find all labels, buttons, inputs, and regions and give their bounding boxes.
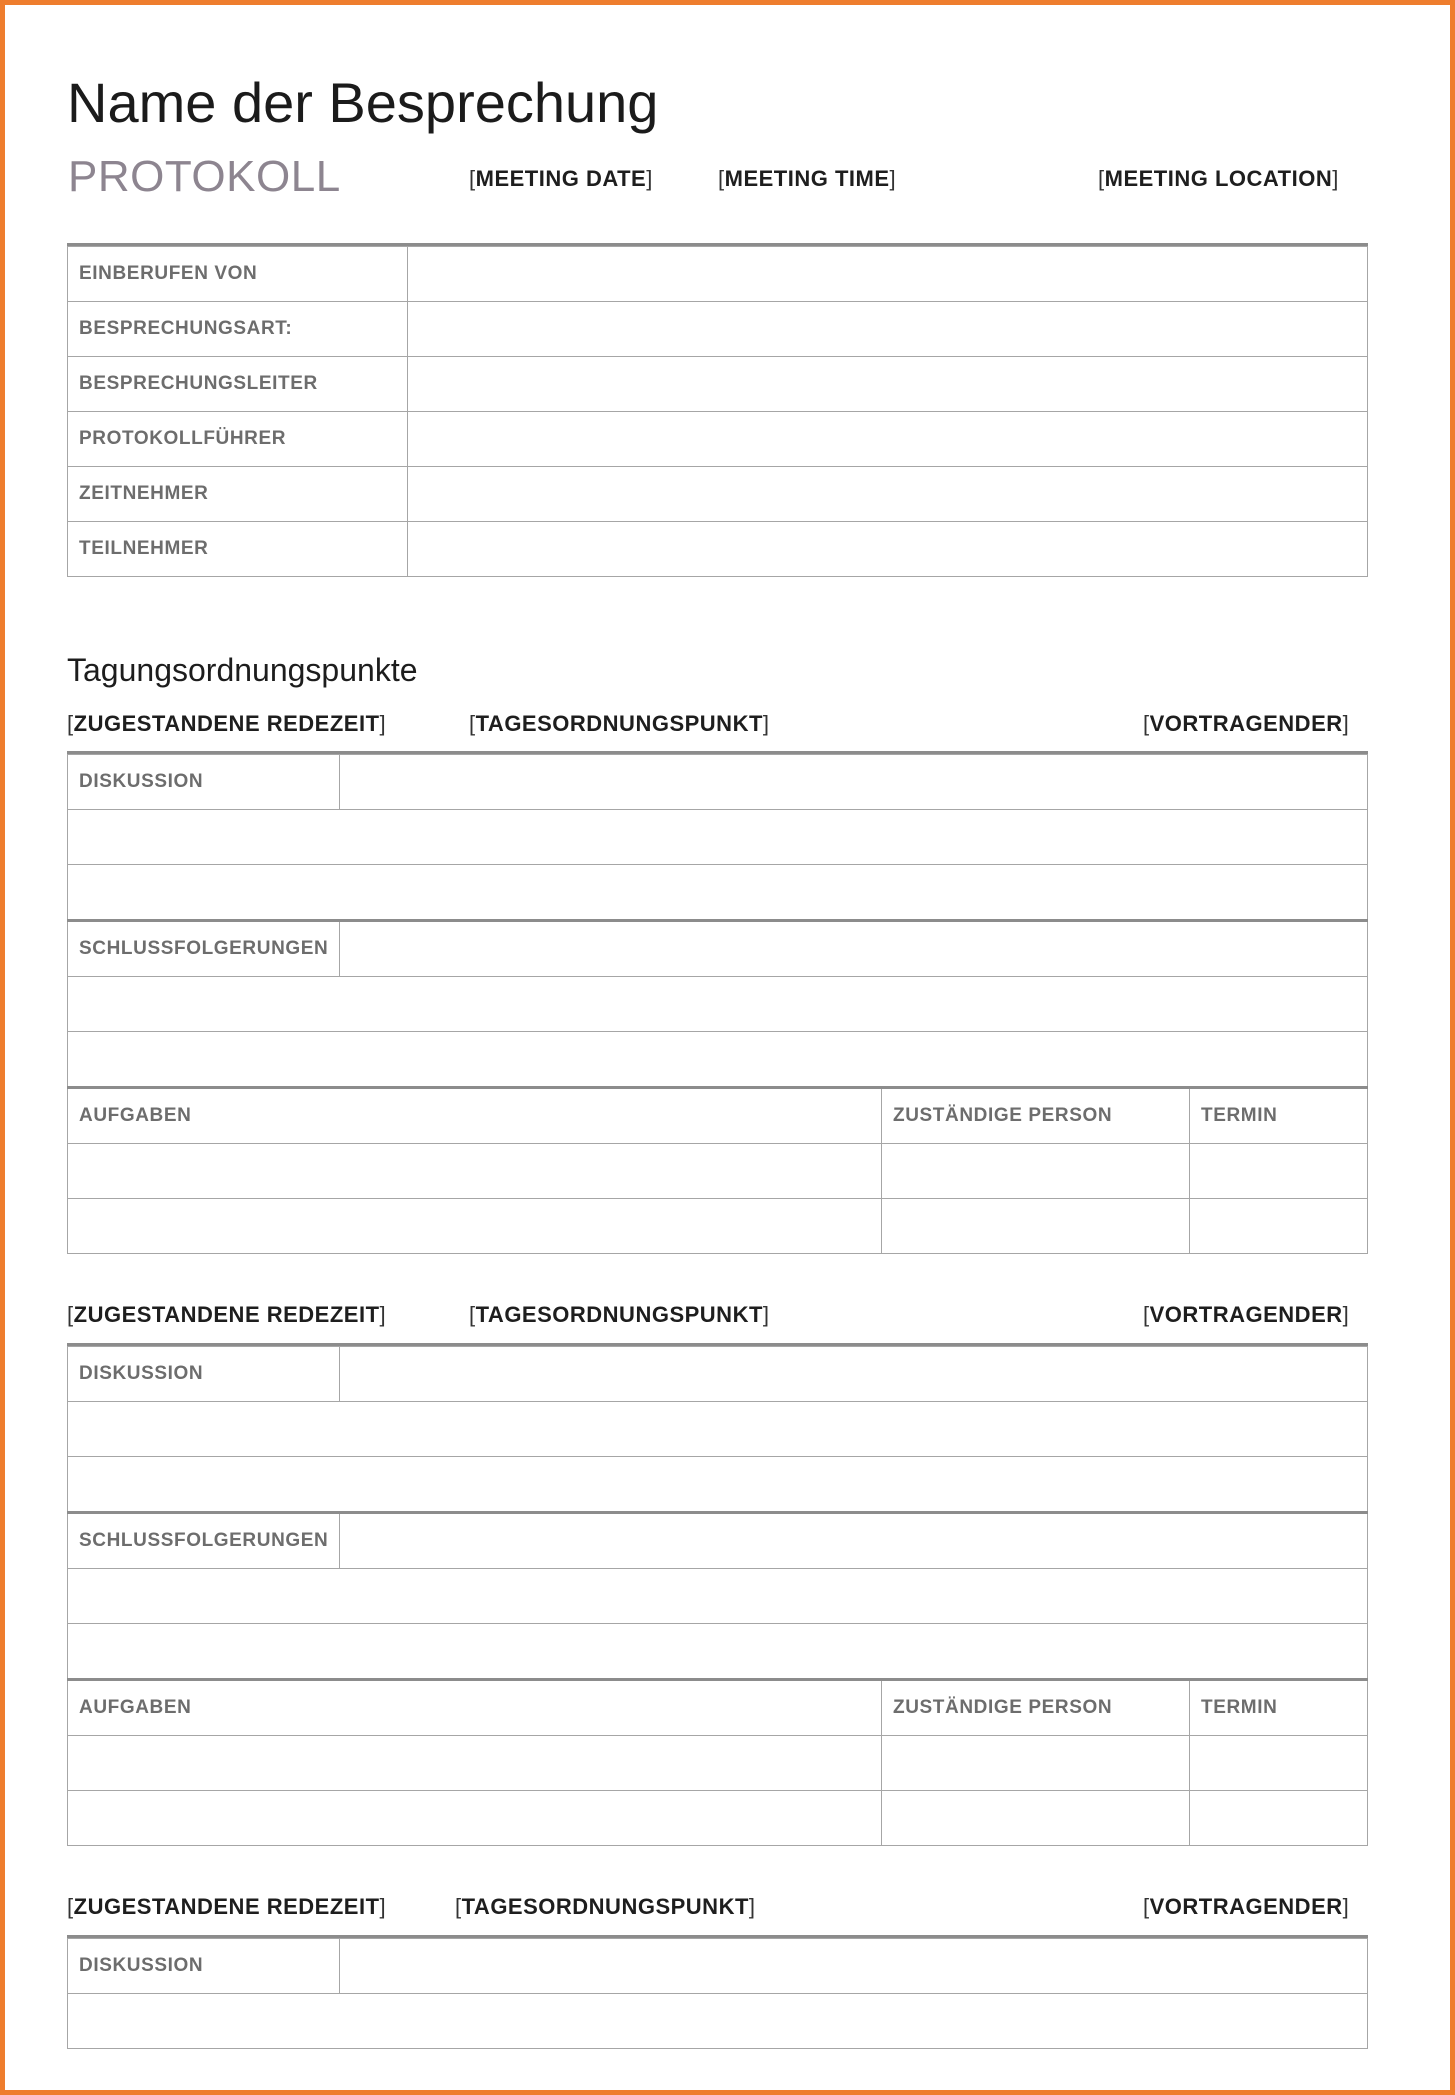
item1-discussion-table	[67, 751, 1368, 1254]
discussion-cell[interactable]	[68, 1994, 1368, 2049]
item1-time-text: ZUGESTANDENE REDEZEIT	[73, 711, 380, 736]
task-cell[interactable]	[68, 1736, 882, 1791]
conclusions-label: SCHLUSSFOLGERUNGEN	[68, 1513, 340, 1569]
discussion-label: DISKUSSION	[68, 755, 340, 810]
task-row	[68, 1791, 1368, 1846]
deadline-cell[interactable]	[1190, 1144, 1368, 1199]
meeting-time-text: MEETING TIME	[724, 166, 890, 191]
item1-topic-text: TAGESORDNUNGSPUNKT	[475, 711, 763, 736]
item1-time-field[interactable]: [ZUGESTANDENE REDEZEIT]	[67, 711, 387, 736]
conclusions-cell[interactable]	[340, 921, 1368, 977]
info-label: PROTOKOLLFÜHRER	[68, 412, 408, 467]
discussion-cell[interactable]	[68, 1457, 1368, 1513]
info-value-cell[interactable]	[408, 247, 1368, 302]
deadline-label: TERMIN	[1190, 1680, 1368, 1736]
conclusions-row	[68, 977, 1368, 1032]
discussion-row	[68, 1457, 1368, 1513]
info-label: TEILNEHMER	[68, 522, 408, 577]
tasks-header-row	[68, 1088, 1368, 1144]
task-cell[interactable]	[68, 1791, 882, 1846]
person-label: ZUSTÄNDIGE PERSON	[882, 1088, 1190, 1144]
item1-presenter-field[interactable]: [VORTRAGENDER]	[1143, 711, 1350, 736]
info-row	[68, 412, 1368, 467]
agenda-heading: Tagungsordnungspunkte	[67, 652, 418, 688]
deadline-label: TERMIN	[1190, 1088, 1368, 1144]
info-row	[68, 357, 1368, 412]
item3-topic-text: TAGESORDNUNGSPUNKT	[461, 1894, 749, 1919]
info-row	[68, 302, 1368, 357]
meeting-location-field[interactable]: [MEETING LOCATION]	[1098, 166, 1339, 191]
meeting-info-table	[67, 243, 1368, 577]
item3-presenter-text: VORTRAGENDER	[1149, 1894, 1343, 1919]
deadline-cell[interactable]	[1190, 1791, 1368, 1846]
info-row	[68, 522, 1368, 577]
discussion-cell[interactable]	[340, 1939, 1368, 1994]
info-row	[68, 247, 1368, 302]
meeting-time-field[interactable]: [MEETING TIME]	[718, 166, 897, 191]
info-value-cell[interactable]	[408, 302, 1368, 357]
conclusions-cell[interactable]	[340, 1513, 1368, 1569]
discussion-label: DISKUSSION	[68, 1939, 340, 1994]
discussion-cell[interactable]	[68, 1402, 1368, 1457]
info-row	[68, 467, 1368, 522]
item2-discussion-table	[67, 1343, 1368, 1846]
tasks-header-row	[68, 1680, 1368, 1736]
meeting-date-field[interactable]: [MEETING DATE]	[469, 166, 653, 191]
discussion-row	[68, 865, 1368, 921]
person-cell[interactable]	[882, 1791, 1190, 1846]
discussion-row	[68, 810, 1368, 865]
discussion-row	[68, 1402, 1368, 1457]
discussion-cell[interactable]	[68, 865, 1368, 921]
info-label: EINBERUFEN VON	[68, 247, 408, 302]
discussion-label-row	[68, 755, 1368, 810]
info-label: BESPRECHUNGSART:	[68, 302, 408, 357]
conclusions-label: SCHLUSSFOLGERUNGEN	[68, 921, 340, 977]
task-row	[68, 1736, 1368, 1791]
task-cell[interactable]	[68, 1199, 882, 1254]
person-cell[interactable]	[882, 1199, 1190, 1254]
meeting-date-text: MEETING DATE	[475, 166, 647, 191]
deadline-cell[interactable]	[1190, 1199, 1368, 1254]
person-label: ZUSTÄNDIGE PERSON	[882, 1680, 1190, 1736]
document-subtitle: PROTOKOLL	[68, 152, 341, 201]
task-row	[68, 1144, 1368, 1199]
discussion-row	[68, 1994, 1368, 2049]
discussion-label: DISKUSSION	[68, 1347, 340, 1402]
item2-presenter-text: VORTRAGENDER	[1149, 1302, 1343, 1327]
discussion-cell[interactable]	[68, 810, 1368, 865]
conclusions-row	[68, 1624, 1368, 1680]
item2-topic-text: TAGESORDNUNGSPUNKT	[475, 1302, 763, 1327]
info-value-cell[interactable]	[408, 357, 1368, 412]
conclusions-cell[interactable]	[68, 977, 1368, 1032]
conclusions-cell[interactable]	[68, 1032, 1368, 1088]
discussion-cell[interactable]	[340, 1347, 1368, 1402]
tasks-label: AUFGABEN	[68, 1088, 882, 1144]
deadline-cell[interactable]	[1190, 1736, 1368, 1791]
conclusions-label-row	[68, 921, 1368, 977]
meeting-location-text: MEETING LOCATION	[1104, 166, 1333, 191]
conclusions-cell[interactable]	[68, 1624, 1368, 1680]
info-label: BESPRECHUNGSLEITER	[68, 357, 408, 412]
item2-time-field[interactable]: [ZUGESTANDENE REDEZEIT]	[67, 1302, 387, 1327]
item2-presenter-field[interactable]: [VORTRAGENDER]	[1143, 1302, 1350, 1327]
item2-topic-field[interactable]: [TAGESORDNUNGSPUNKT]	[469, 1302, 770, 1327]
item3-discussion-table	[67, 1935, 1368, 2049]
info-value-cell[interactable]	[408, 412, 1368, 467]
document-title: Name der Besprechung	[67, 71, 659, 134]
item3-time-text: ZUGESTANDENE REDEZEIT	[73, 1894, 380, 1919]
item1-presenter-text: VORTRAGENDER	[1149, 711, 1343, 736]
info-value-cell[interactable]	[408, 467, 1368, 522]
item3-topic-field[interactable]: [TAGESORDNUNGSPUNKT]	[455, 1894, 756, 1919]
conclusions-label-row	[68, 1513, 1368, 1569]
conclusions-cell[interactable]	[68, 1569, 1368, 1624]
person-cell[interactable]	[882, 1144, 1190, 1199]
tasks-label: AUFGABEN	[68, 1680, 882, 1736]
item3-time-field[interactable]: [ZUGESTANDENE REDEZEIT]	[67, 1894, 387, 1919]
task-cell[interactable]	[68, 1144, 882, 1199]
discussion-label-row	[68, 1347, 1368, 1402]
info-value-cell[interactable]	[408, 522, 1368, 577]
item1-topic-field[interactable]: [TAGESORDNUNGSPUNKT]	[469, 711, 770, 736]
discussion-cell[interactable]	[340, 755, 1368, 810]
info-label: ZEITNEHMER	[68, 467, 408, 522]
conclusions-row	[68, 1032, 1368, 1088]
item2-time-text: ZUGESTANDENE REDEZEIT	[73, 1302, 380, 1327]
conclusions-row	[68, 1569, 1368, 1624]
person-cell[interactable]	[882, 1736, 1190, 1791]
discussion-label-row	[68, 1939, 1368, 1994]
task-row	[68, 1199, 1368, 1254]
item3-presenter-field[interactable]: [VORTRAGENDER]	[1143, 1894, 1350, 1919]
